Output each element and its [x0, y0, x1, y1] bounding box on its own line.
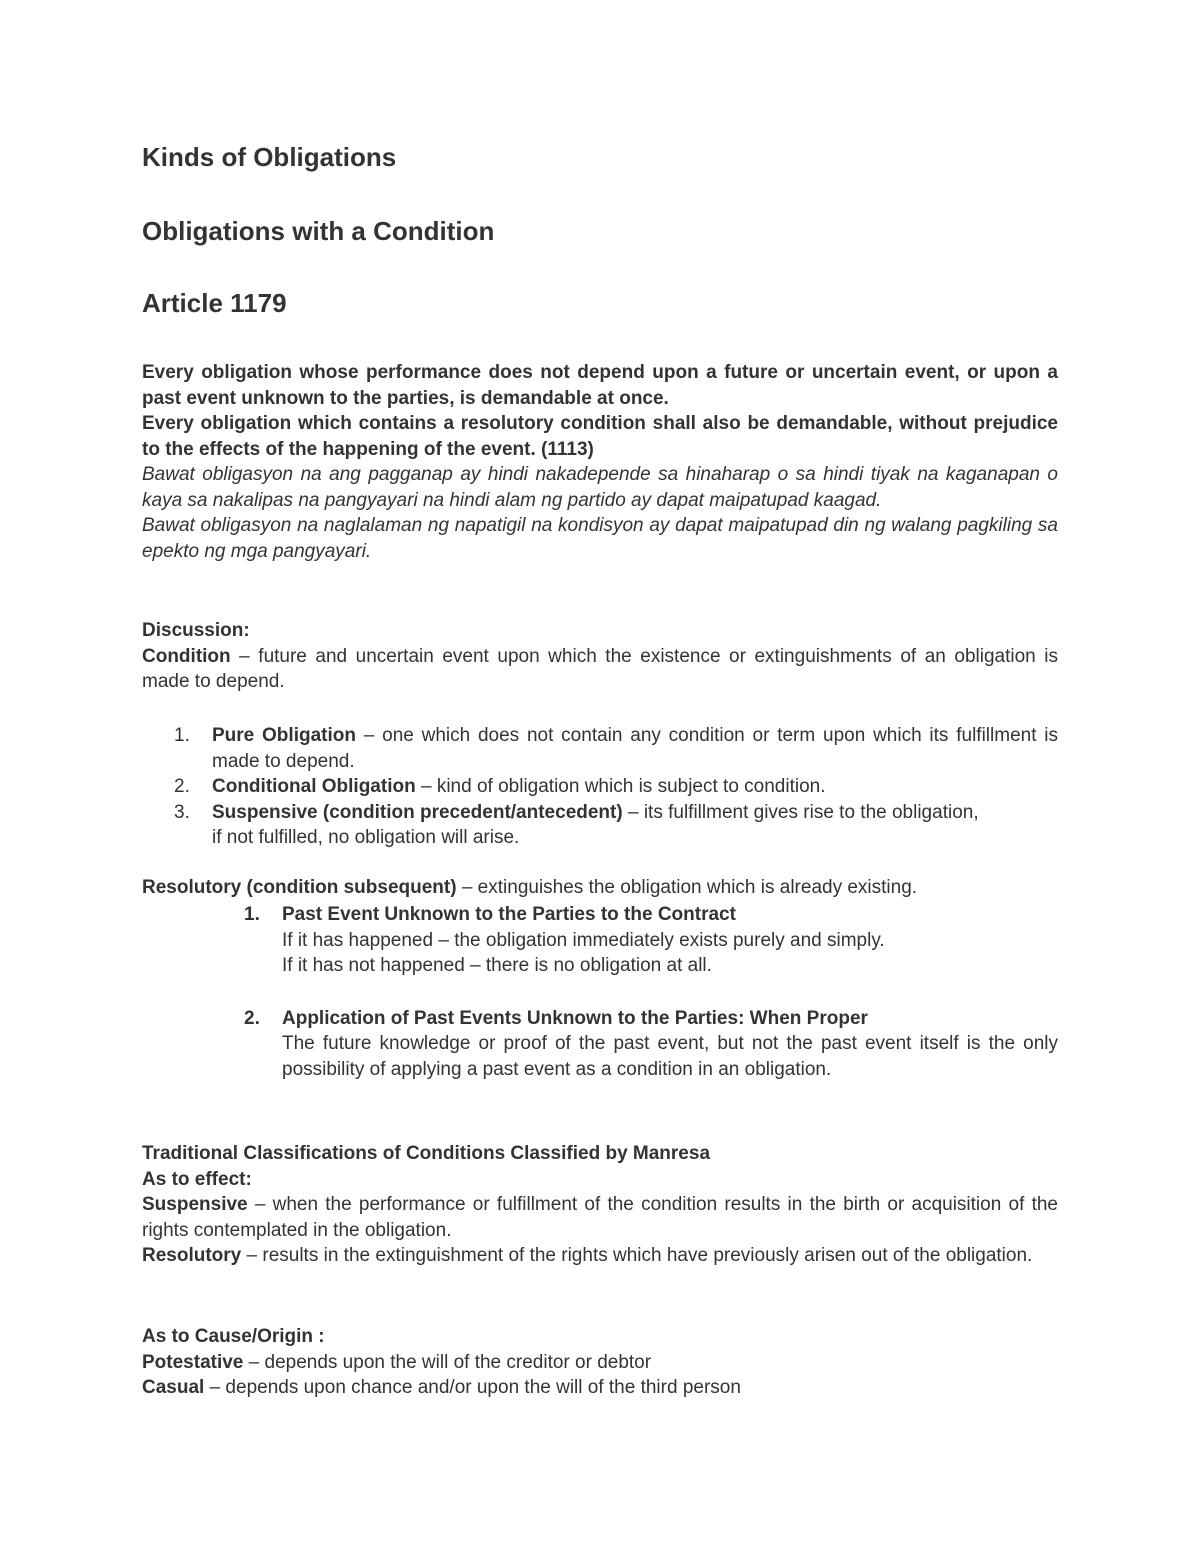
list-term: Suspensive (condition precedent/antecedent): [212, 801, 623, 823]
condition-definition: [142, 644, 1058, 695]
cause-heading: As to Cause/Origin :: [142, 1326, 325, 1347]
potestative-def: – depends upon the will of the creditor or debtor: [243, 1351, 652, 1373]
article-text: [142, 360, 1058, 564]
traditional-heading: Traditional Classifications of Conditions Classified by Manresa: [142, 1143, 711, 1164]
traditional-classifications: [142, 1141, 1058, 1269]
list-item-line: If it has happened – the obligation immediately exists purely and simply.: [282, 929, 885, 951]
list-item: [244, 1006, 1058, 1083]
casual-def: – depends upon chance and/or upon the will of the third person: [204, 1377, 741, 1398]
condition-term: Condition: [142, 645, 231, 667]
resolutory-definition: [142, 875, 1058, 901]
suspensive-definition: [142, 1192, 1058, 1243]
resolutory-classification: [142, 1243, 1058, 1269]
resolutory-list: [244, 902, 1058, 1082]
discussion-heading: Discussion:: [142, 620, 250, 641]
list-def: – one which does not contain any condition or term upon which its fulfillment is made to depend.: [212, 725, 1058, 772]
list-term: Pure Obligation: [212, 725, 356, 746]
suspensive-term: Suspensive: [142, 1194, 248, 1215]
article-paragraph-1: Every obligation whose performance does not depend upon a future or uncertain event, or upon a past event unknown to the parties, is demandable at once.: [142, 362, 1058, 409]
list-item: [244, 902, 1058, 979]
list-term: Conditional Obligation: [212, 776, 416, 797]
casual-term: Casual: [142, 1377, 205, 1398]
resolutory-term: Resolutory (condition subsequent): [142, 877, 457, 898]
potestative-term: Potestative: [142, 1351, 244, 1373]
discussion-section: [142, 618, 1058, 695]
cause-origin-section: [142, 1324, 1058, 1401]
list-number: 2.: [174, 776, 190, 797]
potestative-definition: [142, 1350, 1058, 1376]
list-item: [174, 723, 1058, 774]
list-number: 3.: [174, 801, 190, 823]
list-item-title: Past Event Unknown to the Parties to the Contract: [282, 904, 736, 925]
tagalog-paragraph-2: Bawat obligasyon na naglalaman ng napatigil na kondisyon ay dapat maipatupad din ng walang pagkiling sa epekto ng mga pangyayari.: [142, 515, 1058, 562]
condition-def: – future and uncertain event upon which the existence or extinguishments of an obligation is made to depend.: [142, 645, 1058, 692]
list-item: [174, 774, 1058, 800]
effect-heading: As to effect:: [142, 1168, 252, 1190]
article-paragraph-2: Every obligation which contains a resolutory condition shall also be demandable, without prejudice to the effects of the happening of the event. (1113): [142, 413, 1058, 460]
tagalog-paragraph-1: Bawat obligasyon na ang pagganap ay hindi nakadepende sa hinaharap o sa hindi tiyak na kaganapan o kaya sa nakalipas na pangyayari na hindi alam ng partido ay dapat maipatupad kaagad.: [142, 464, 1058, 511]
obligation-types-list: [174, 723, 1058, 851]
resolutory-class-term: Resolutory: [142, 1245, 242, 1266]
page-title: Kinds of Obligations: [142, 142, 397, 172]
list-number: 1.: [244, 904, 260, 925]
list-def: – its fulfillment gives rise to the obligation, if not fulfilled, no obligation will arise.: [212, 801, 979, 848]
list-item-line: If it has not happened – there is no obligation at all.: [282, 955, 712, 976]
resolutory-class-def: – results in the extinguishment of the rights which have previously arisen out of the obligation.: [241, 1245, 1033, 1266]
list-item-line: The future knowledge or proof of the past event, but not the past event itself is the only possibility of applying a past event as a condition in an obligation.: [282, 1033, 1058, 1080]
article-heading: Article 1179: [142, 288, 287, 318]
list-item-title: Application of Past Events Unknown to the Parties: When Proper: [282, 1007, 868, 1029]
resolutory-def: – extinguishes the obligation which is already existing.: [456, 877, 918, 898]
list-number: 1.: [174, 725, 190, 746]
list-item: [174, 800, 992, 851]
list-number: 2.: [244, 1007, 260, 1029]
section-title: Obligations with a Condition: [142, 216, 495, 246]
casual-definition: [142, 1375, 1058, 1401]
list-def: – kind of obligation which is subject to condition.: [415, 776, 826, 797]
suspensive-def: – when the performance or fulfillment of the condition results in the birth or acquisition of the rights contemplated in the obligation.: [142, 1194, 1058, 1241]
resolutory-line: [142, 875, 1058, 901]
